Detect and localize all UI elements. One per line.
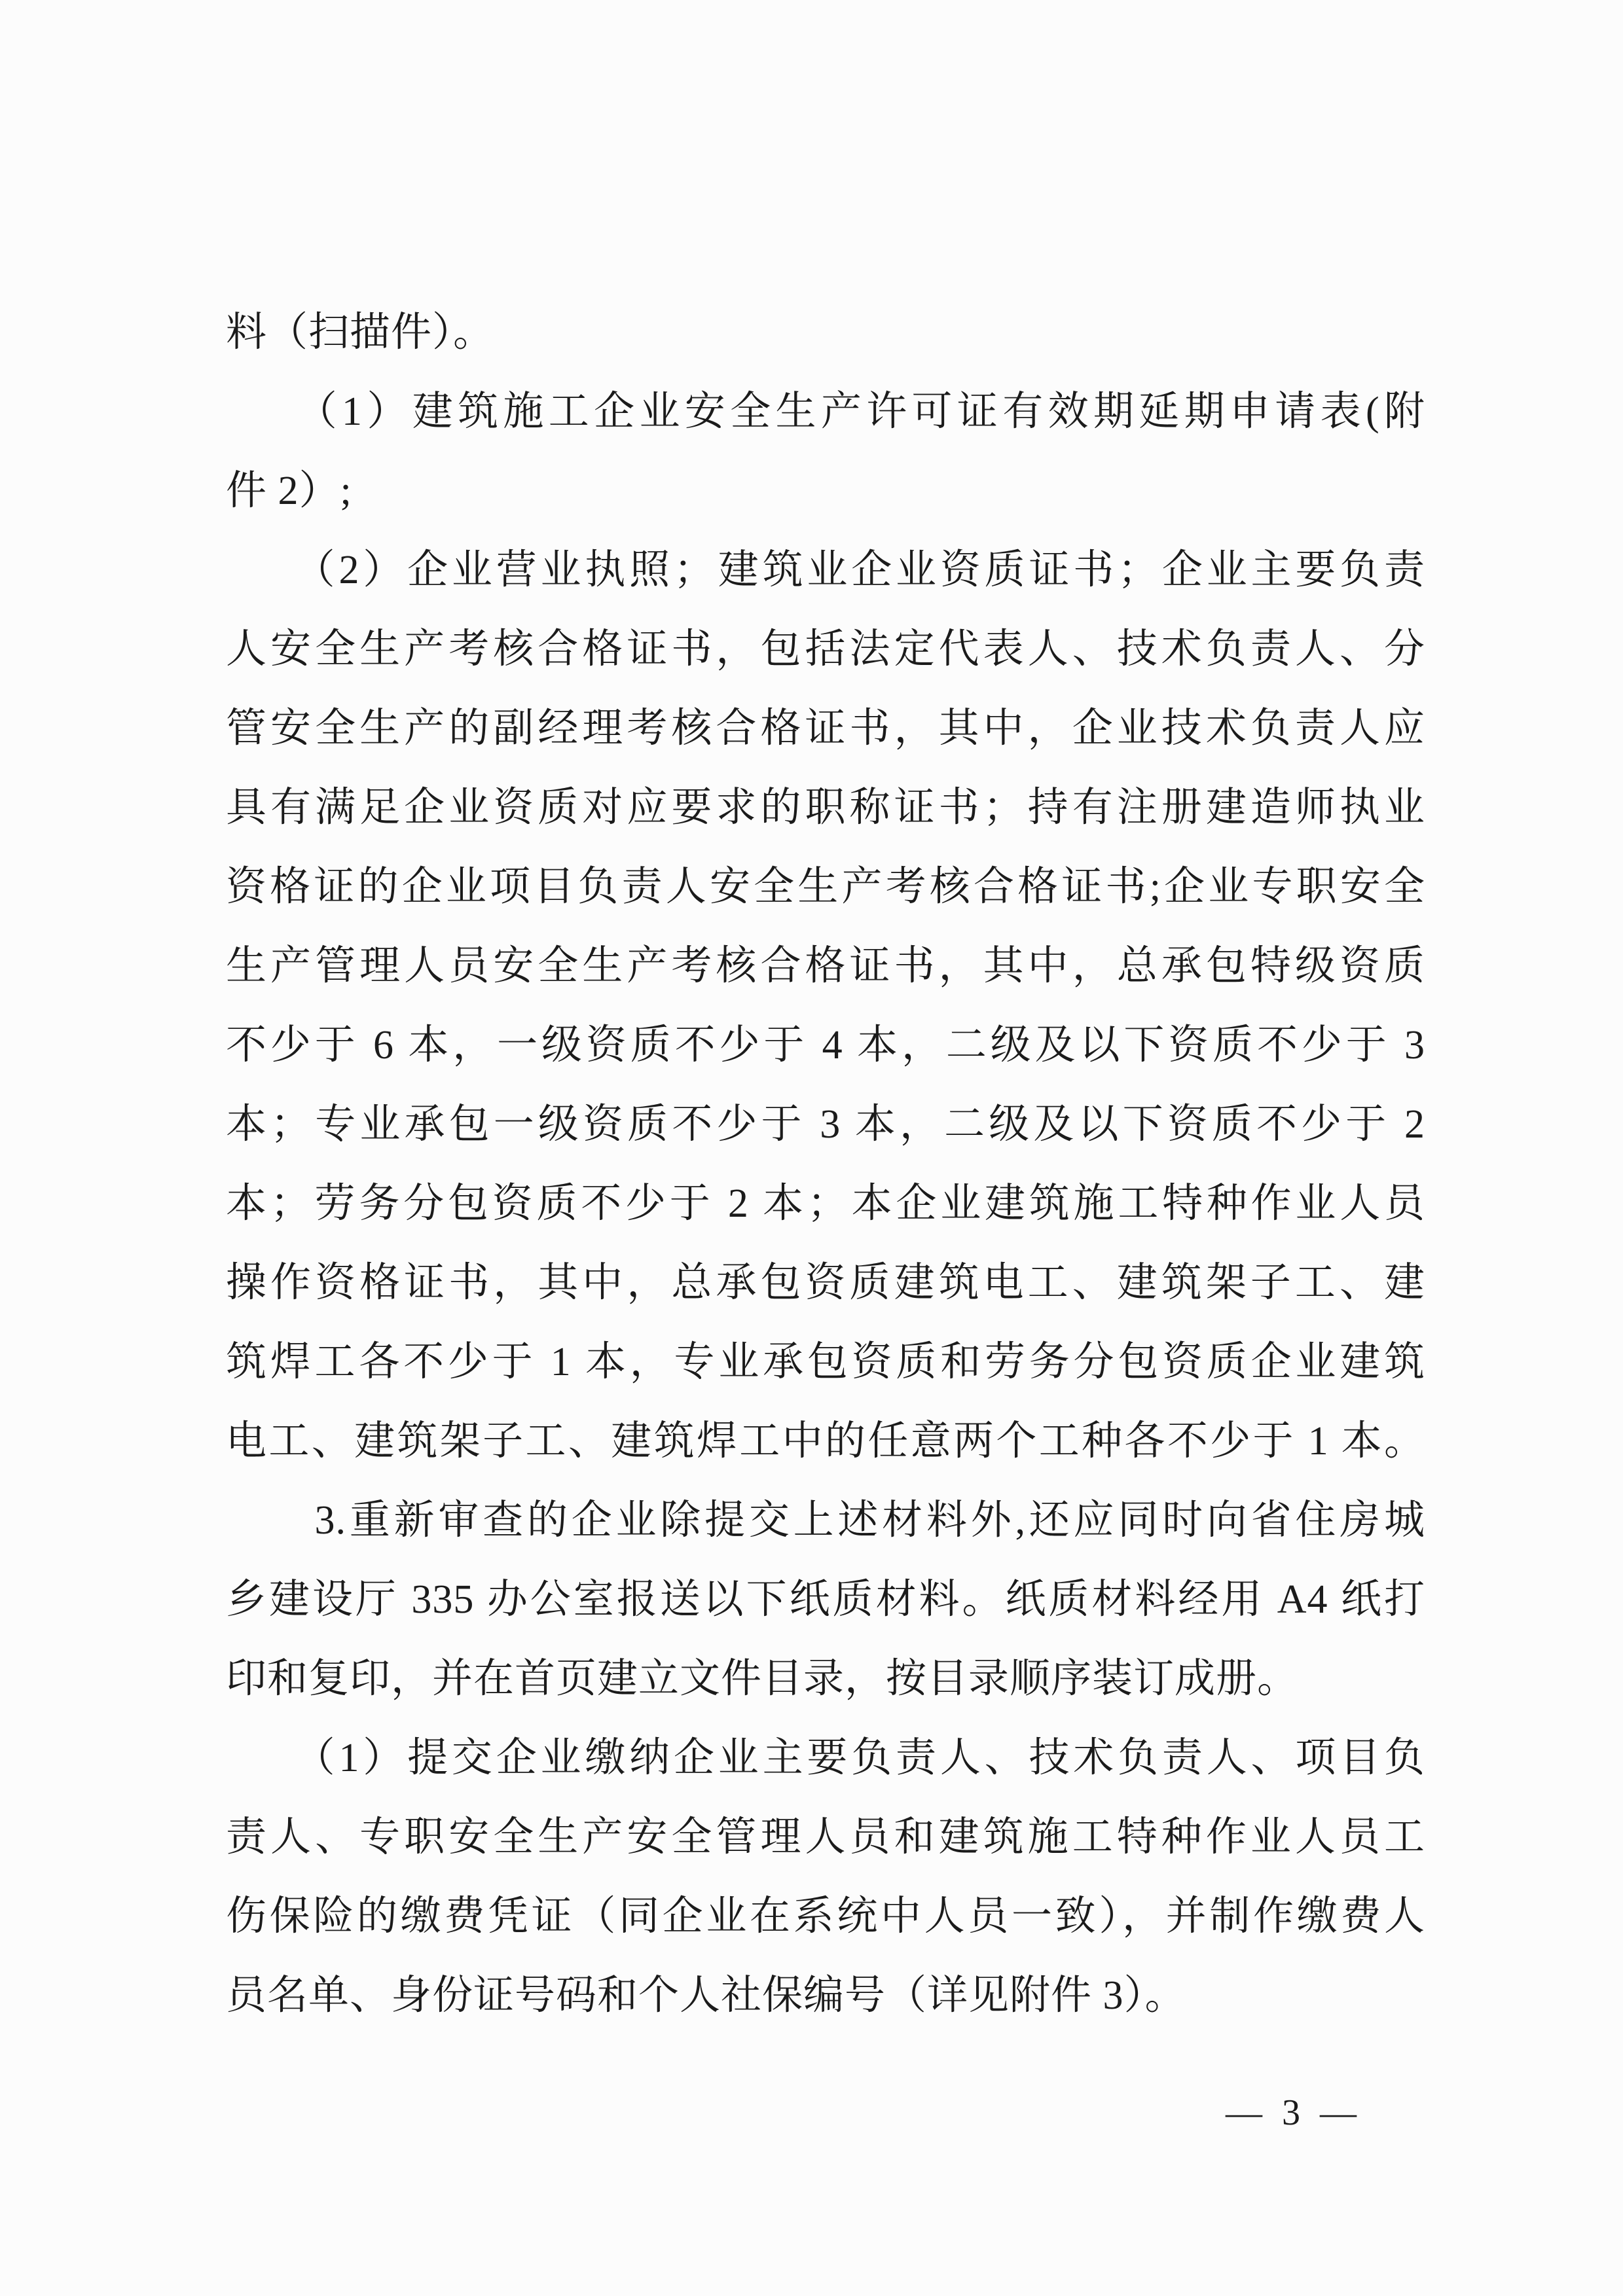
- text-line: 印和复印，并在首页建立文件目录，按目录顺序装订成册。: [226, 1657, 1299, 1701]
- text-line: （1）建筑施工企业安全生产许可证有效期延期申请表(附: [226, 389, 1425, 434]
- text-line: 本；劳务分包资质不少于 2 本；本企业建筑施工特种作业人员: [226, 1181, 1425, 1226]
- text-line: 本；专业承包一级资质不少于 3 本，二级及以下资质不少于 2: [226, 1102, 1425, 1147]
- body-text: [226, 293, 1425, 2036]
- text-line: 操作资格证书，其中，总承包资质建筑电工、建筑架子工、建: [226, 1261, 1425, 1305]
- text-line: 具有满足企业资质对应要求的职称证书；持有注册建造师执业: [226, 785, 1425, 830]
- text-line: 责人、专职安全生产安全管理人员和建筑施工特种作业人员工: [226, 1815, 1425, 1859]
- text-line: 人安全生产考核合格证书，包括法定代表人、技术负责人、分: [226, 627, 1425, 672]
- text-line: 件 2）;: [226, 469, 352, 513]
- text-line: 生产管理人员安全生产考核合格证书，其中，总承包特级资质: [226, 944, 1425, 988]
- text-line: 料（扫描件）。: [226, 310, 495, 355]
- text-line: 伤保险的缴费凭证（同企业在系统中人员一致），并制作缴费人: [226, 1894, 1425, 1939]
- text-line: 资格证的企业项目负责人安全生产考核合格证书;企业专职安全: [226, 865, 1425, 909]
- text-line: 管安全生产的副经理考核合格证书，其中，企业技术负责人应: [226, 706, 1425, 751]
- page-number: — 3 —: [1226, 2092, 1362, 2133]
- text-line: （2）企业营业执照；建筑业企业资质证书；企业主要负责: [226, 548, 1425, 592]
- text-line: 电工、建筑架子工、建筑焊工中的任意两个工种各不少于 1 本。: [226, 1419, 1425, 1463]
- text-line: （1）提交企业缴纳企业主要负责人、技术负责人、项目负: [226, 1736, 1425, 1780]
- text-line: 员名单、身份证号码和个人社保编号（详见附件 3）。: [226, 1973, 1186, 2018]
- text-line: 3.重新审查的企业除提交上述材料外,还应同时向省住房城: [226, 1498, 1425, 1543]
- text-line: 乡建设厅 335 办公室报送以下纸质材料。纸质材料经用 A4 纸打: [226, 1577, 1425, 1622]
- text-line: 筑焊工各不少于 1 本，专业承包资质和劳务分包资质企业建筑: [226, 1340, 1425, 1384]
- text-line: 不少于 6 本，一级资质不少于 4 本，二级及以下资质不少于 3: [226, 1023, 1425, 1067]
